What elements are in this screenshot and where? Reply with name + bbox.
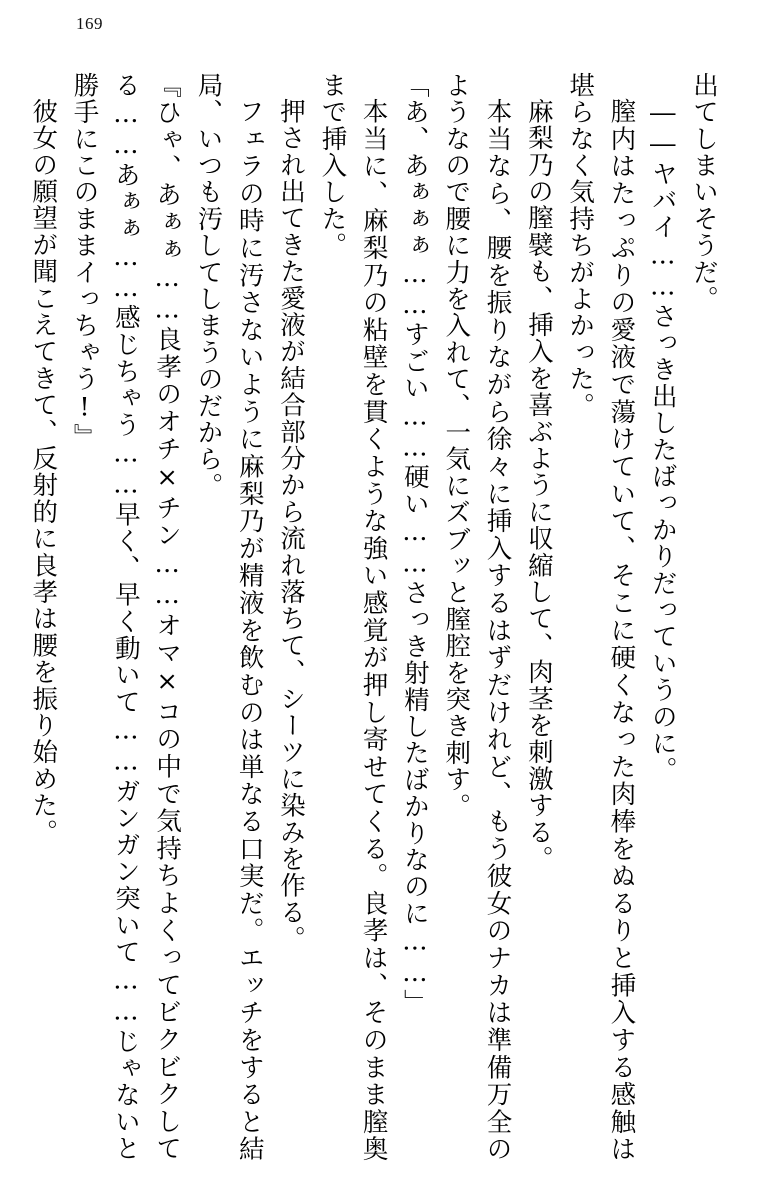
body-paragraph: 押され出てきた愛液が結合部分から流れ落ちて、シーツに染みを作る。	[276, 97, 307, 952]
body-paragraph: 『ひゃ、あぁぁ……良孝のオチ×チン……オマ×コの中で気持ちよくってビクビクしてる……あぁぁ……感じちゃう……早く、早く動いて……ガンガン突いて……じゃないと勝手にこのままイっちゃう!』	[69, 72, 183, 1162]
body-paragraph: 麻梨乃の膣襞も、挿入を喜ぶように収縮して、肉茎を刺激する。	[523, 97, 554, 872]
body-paragraph: ――ヤバイ……さっき出したばっかりだっていうのに。	[647, 97, 678, 783]
page-number: 169	[76, 14, 103, 33]
body-paragraph: 彼女の願望が聞こえてきて、反射的に良孝は腰を振り始めた。	[28, 97, 59, 846]
body-paragraph: 「あ、あぁぁぁ……すごい……硬い……さっき射精したばかりなのに……」	[399, 72, 430, 1016]
body-paragraph: 膣内はたっぷりの愛液で蕩けていて、そこに硬くなった肉棒をぬるりと挿入する感触は堪らなく気持ちがよかった。	[565, 72, 637, 1162]
body-paragraph: フェラの時に汚さないように麻梨乃が精液を飲むのは単なる口実だ。エッチをすると結局、いつも汚してしまうのだから。	[193, 72, 265, 1162]
body-paragraph: 出てしまいそうだ。	[689, 72, 719, 313]
body-paragraph: 本当に、麻梨乃の粘壁を貫くような強い感覚が押し寄せてくる。良孝は、そのまま膣奥まで挿入した。	[317, 72, 389, 1162]
body-paragraph: 本当なら、腰を振りながら徐々に挿入するはずだけれど、もう彼女のナカは準備万全のようなので腰に力を入れて、一気にズブッと膣腔を突き刺す。	[441, 72, 513, 1162]
page-body-text	[28, 72, 724, 1162]
